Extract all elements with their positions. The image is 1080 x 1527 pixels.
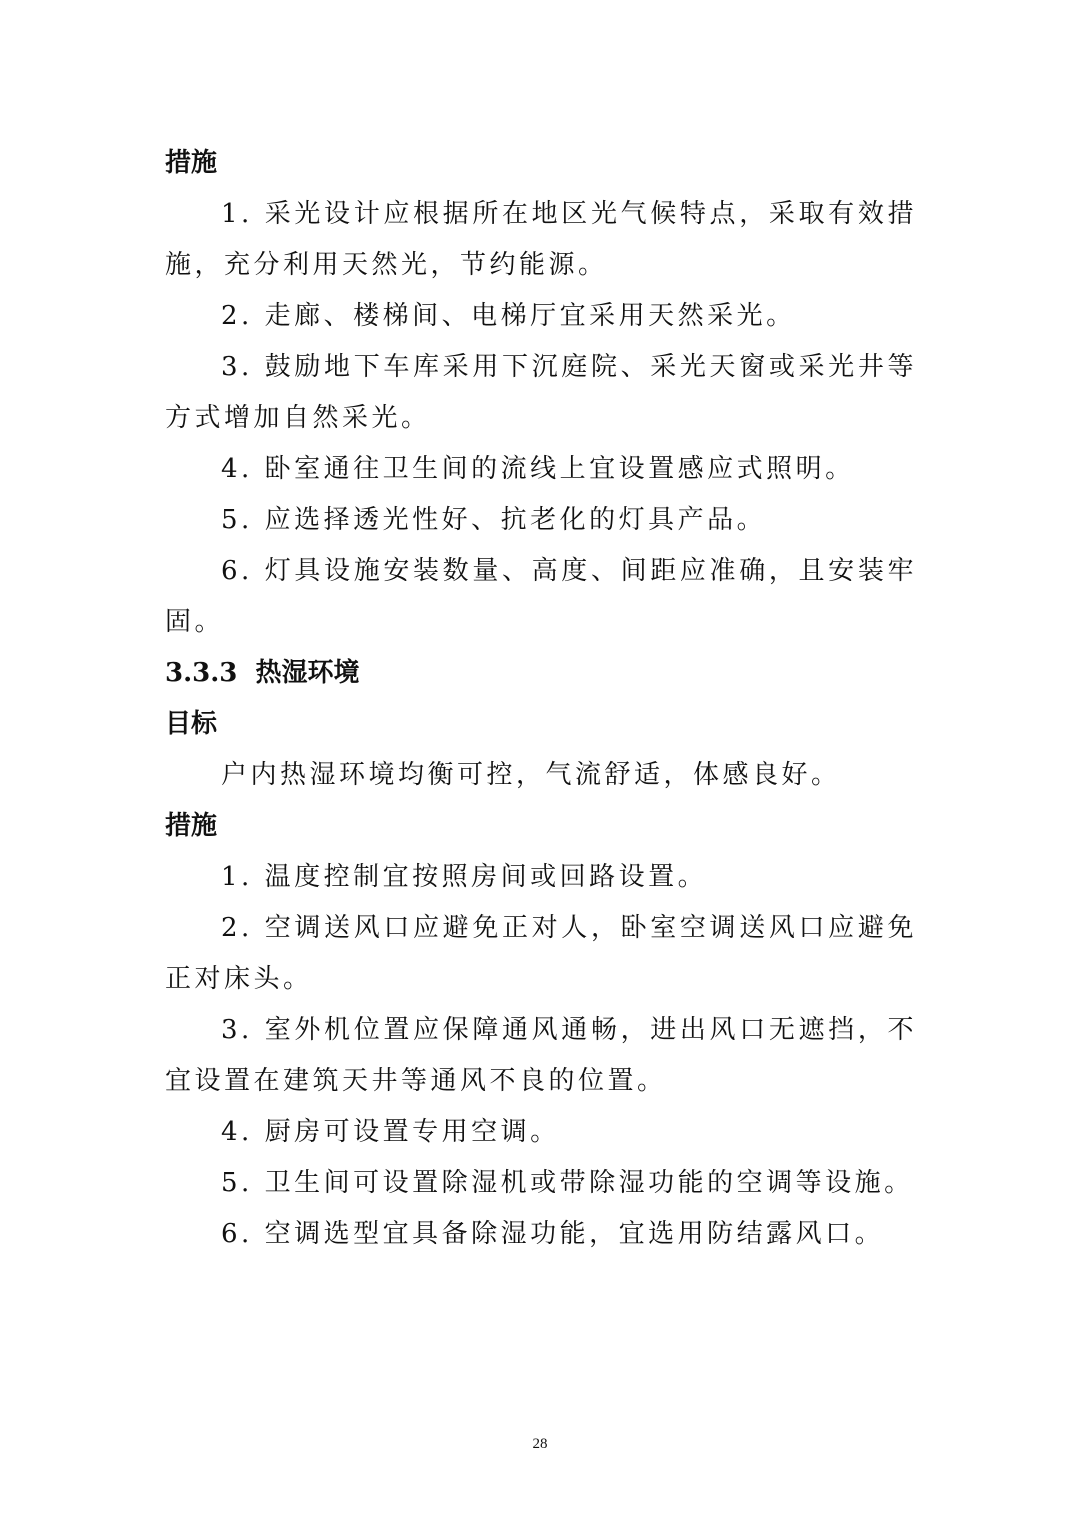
measure-item: 2. 走廊、楼梯间、电梯厅宜采用天然采光。 [221,301,796,331]
goal-heading: 目标 [165,709,218,739]
section-heading [165,648,917,699]
measures-heading: 措施 [165,811,218,841]
goal-text: 户内热湿环境均衡可控，气流舒适，体感良好。 [221,760,841,790]
measure-item: 3. 鼓励地下车库采用下沉庭院、采光天窗或采光井等方式增加自然采光。 [165,352,917,433]
section-title: 热湿环境 [255,658,360,688]
document-body [165,138,917,1260]
measures-heading: 措施 [165,148,218,178]
measure-item: 2. 空调送风口应避免正对人，卧室空调送风口应避免正对床头。 [165,913,917,994]
measure-item: 1. 温度控制宜按照房间或回路设置。 [221,862,708,892]
measure-item: 1. 采光设计应根据所在地区光气候特点，采取有效措施，充分利用天然光，节约能源。 [165,199,917,280]
measure-item: 4. 卧室通往卫生间的流线上宜设置感应式照明。 [221,454,855,484]
measure-item: 6. 空调选型宜具备除湿功能，宜选用防结露风口。 [221,1219,885,1249]
page-number: 28 [532,1436,548,1452]
measure-item: 6. 灯具设施安装数量、高度、间距应准确，且安装牢固。 [165,556,917,637]
measure-item: 3. 室外机位置应保障通风通畅，进出风口无遮挡，不宜设置在建筑天井等通风不良的位置。 [165,1015,917,1096]
measure-item: 4. 厨房可设置专用空调。 [221,1117,560,1147]
measure-item: 5. 卫生间可设置除湿机或带除湿功能的空调等设施。 [221,1168,914,1198]
section-number: 3.3.3 [165,658,238,688]
measure-item: 5. 应选择透光性好、抗老化的灯具产品。 [221,505,767,535]
